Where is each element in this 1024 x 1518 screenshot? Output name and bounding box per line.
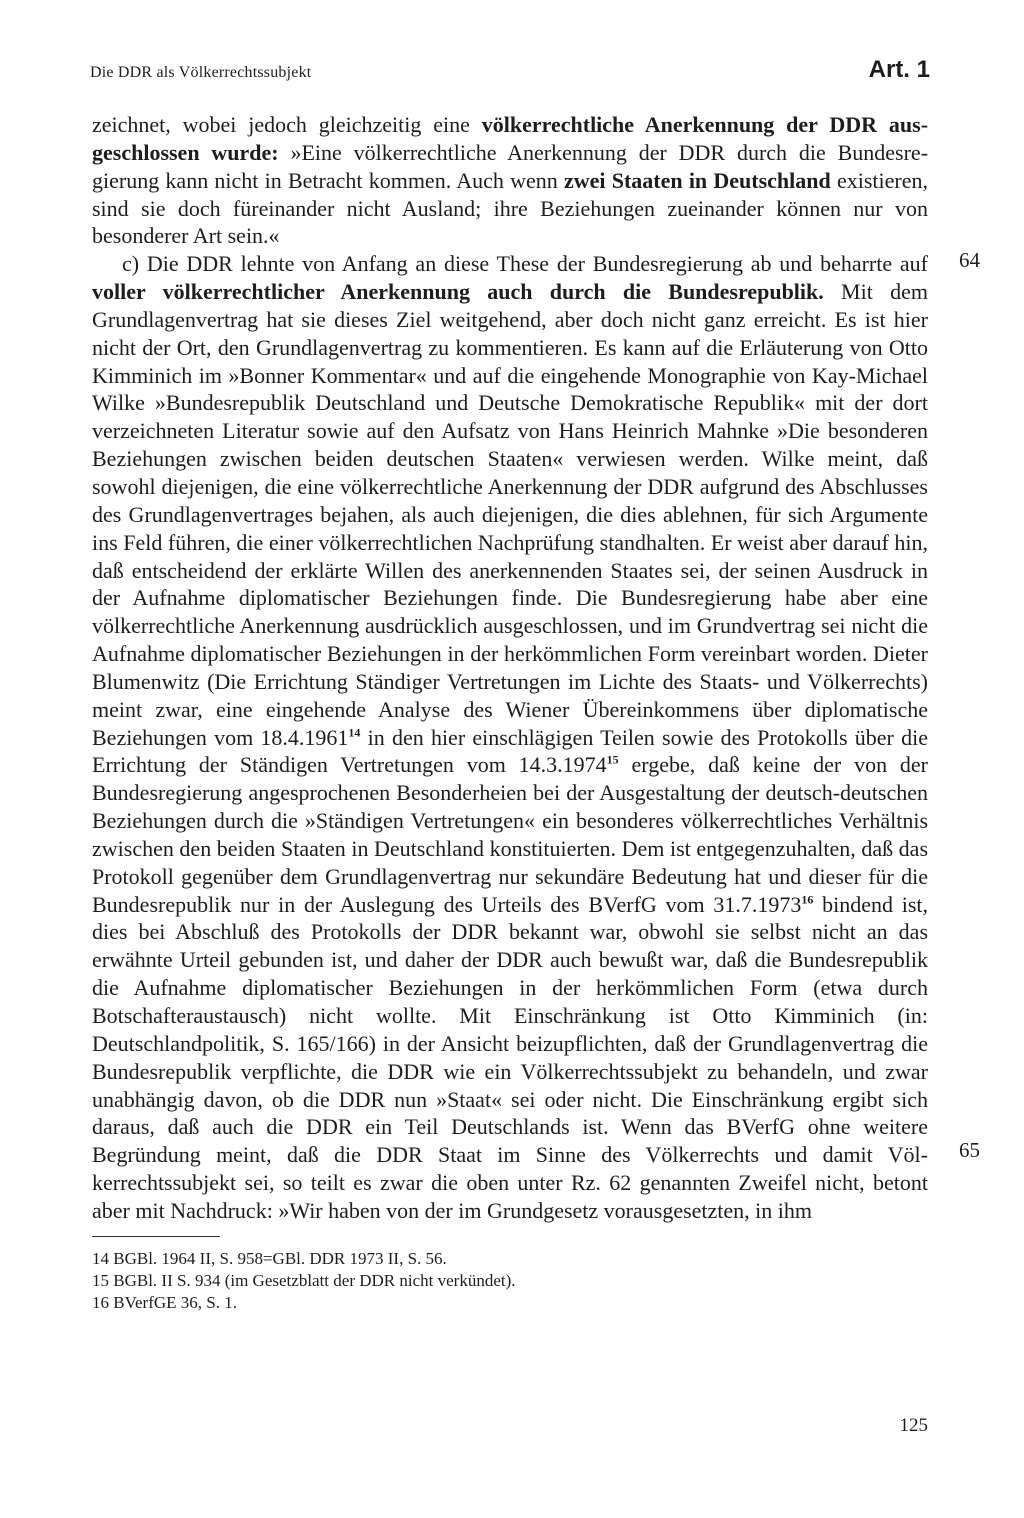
text-run: bindend ist, dies bei Abschluß des Protokolls der DDR bekannt war, obwohl sie selbst nicht an das erwähnte Urteil gebunden ist, und daher der DDR auch bewußt war, daß die Bundesrepublik die Aufnahme diplomatischer Beziehungen in der herkömmlichen Form (etwa durch Botschafteraustausch) nicht wollte. Mit Einschränkung ist Otto Kimminich (in: Deutschlandpolitik, S. 165/166) in der Ansicht beizupflichten, daß der Grundlagenvertrag die Bundesrepublik verpflichte, die DDR wie ein Völkerrechtssubjekt zu behandeln, und zwar unabhängig davon, ob die DDR nun »Staat« sei oder nicht. Die Einschränkung ergibt sich daraus, daß auch die DDR ein Teil Deutschlands ist. Wenn das BVerfG ohne weitere Begründung meint, daß die DDR Staat im Sinne des Völkerrechts und damit Völkerrechtssubjekt sei, so teilt es zwar die oben unter Rz. 62 genannten Zweifel nicht, betont aber mit Nachdruck: »Wir haben von der im Grundgesetz vorausgesetzten, in ihm	[92, 891, 928, 1223]
footnote-divider	[92, 1236, 220, 1237]
footnote-16: 16 BVerfGE 36, S. 1.	[92, 1293, 237, 1312]
page-number: 125	[899, 1415, 928, 1436]
bold-phrase: voller völkerrechtlicher Anerkennung auch durch die Bundesrepublik.	[92, 279, 824, 305]
text-run: Mit dem Grundlagenvertrag hat sie dieses Ziel weitgehend, aber doch nicht ganz erreicht. Es ist hier nicht der Ort, den Grundlagenvertrag zu kommentieren. Es kann auf die Erläuterung von Otto Kimminich im »Bonner Kommentar« und auf die eingehende Monographie von Kay-Michael Wilke »Bundesrepublik Deutschland und Deutsche Demokratische Republik« mit der dort verzeichneten Literatur sowie auf den Aufsatz von Hans Heinrich Mahnke »Die besonderen Beziehungen zwischen beiden deutschen Staaten« verwiesen werden. Wilke meint, daß sowohl diejenigen, die eine völkerrechtliche Anerkennung der DDR aufgrund des Abschlusses des Grundlagenvertrages bejahen, als auch diejenigen, die dies ablehnen, für sich Argumente ins Feld führen, die einer völkerrechtlichen Nachprüfung standhalten. Er weist aber darauf hin, daß entscheidend der erklärte Willen des anerkennenden Staates sei, der seinen Ausdruck in der Aufnahme diplomatischer Beziehungen finde. Die Bundesregierung habe aber eine völkerrechtliche Anerkennung ausdrücklich ausgeschlossen, und im Grundvertrag sei nicht die Aufnahme diplomatischer Beziehungen in der herkömmlichen Form vereinbart worden. Dieter Blumenwitz (Die Errichtung Ständiger Vertretungen im Lichte des Staats- und Völkerrechts) meint zwar, eine eingehende Analyse des Wiener Übereinkommens über diplomatische Beziehungen vom 18.4.1961	[92, 279, 928, 750]
footnote-15: 15 BGBl. II S. 934 (im Gesetzblatt der DDR nicht verkündet).	[92, 1271, 516, 1290]
margin-number-64: 64	[959, 248, 980, 272]
footnote-ref-15: 15	[606, 753, 619, 768]
running-head	[90, 56, 930, 96]
text-run: c) Die DDR lehnte von Anfang an diese These der Bundesregierung ab und beharrte auf	[122, 251, 928, 277]
margin-number-65: 65	[959, 1138, 980, 1162]
article-number: Art. 1	[868, 56, 930, 83]
footnote-ref-14: 14	[348, 725, 361, 740]
bold-phrase: zwei Staaten in Deutschland	[563, 167, 831, 193]
footnotes	[92, 1248, 928, 1314]
text-run: in den hier einschlägigen Teilen sowie des Protokolls über die Errichtung der Ständigen Vertretungen vom 14.3.1974	[92, 724, 928, 778]
footnote-14: 14 BGBl. 1964 II, S. 958=GBl. DDR 1973 II, S. 56.	[92, 1249, 447, 1268]
footnote-ref-16: 16	[801, 892, 814, 907]
text-run: zeichnet, wobei jedoch gleichzeitig eine	[92, 112, 482, 137]
bold-phrase: völkerrechtliche Anerkennung der DDR ausgeschlossen wurde:	[92, 112, 929, 165]
body-text	[92, 111, 928, 1225]
text-run: »Eine völkerrechtliche Anerkennung der DDR durch die Bundesregierung kann nicht in Betracht kommen. Auch wenn	[92, 139, 929, 193]
running-title: Die DDR als Völkerrechtssubjekt	[90, 64, 312, 81]
paragraph-continued	[92, 111, 928, 250]
paragraph-c	[92, 250, 928, 1225]
text-run: existieren, sind sie doch füreinander nicht Ausland; ihre Beziehungen zueinander können nur von besonderer Art sein.«	[92, 167, 928, 249]
text-run: ergebe, daß keine der von der Bundesregierung angesprochenen Besonderheien bei der Ausgestaltung der deutsch-deutschen Beziehungen durch die »Ständigen Vertretungen« ein besonderes völkerrechtliches Verhältnis zwischen den beiden Staaten in Deutschland konstituierten. Dem ist entgegenzuhalten, daß das Protokoll gegenüber dem Grundlagenvertrag nur sekundäre Bedeutung hat und dieser für die Bundesrepublik nur in der Auslegung des Urteils des BVerfG vom 31.7.1973	[92, 752, 928, 917]
